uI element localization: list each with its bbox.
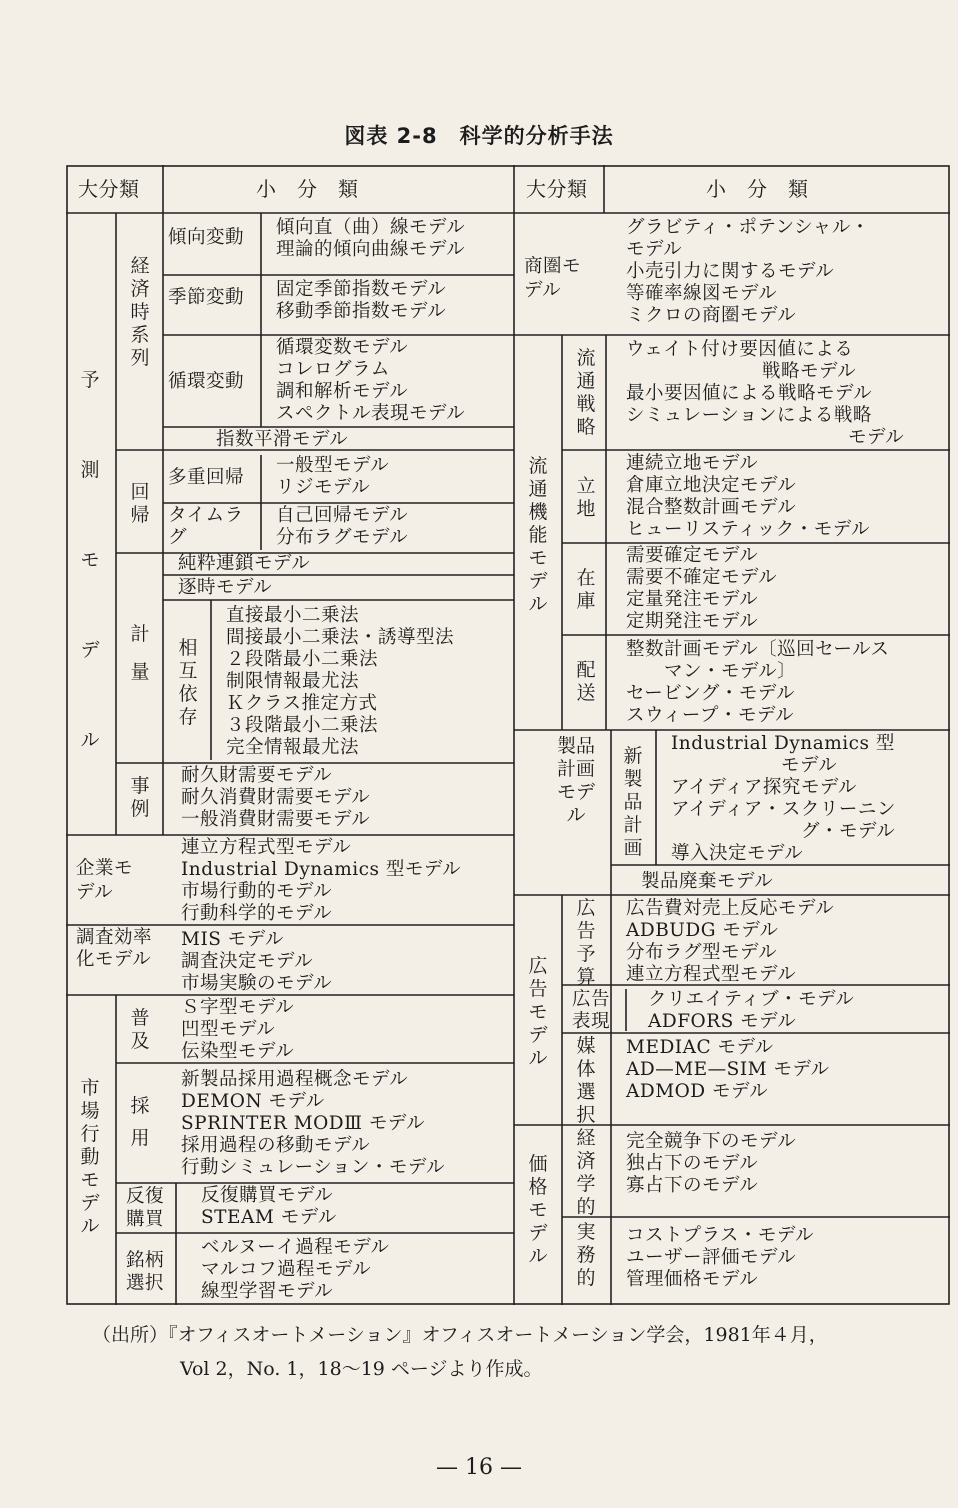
list-item: 連立方程式型モデル xyxy=(626,964,797,985)
list-item: ウェイト付け要因値による xyxy=(626,339,854,360)
list-item: スペクトル表現モデル xyxy=(276,403,466,424)
list-item: ユーザー評価モデル xyxy=(626,1247,797,1268)
list-item: 広告費対売上反応モデル xyxy=(626,898,835,919)
list-item: 固定季節指数モデル xyxy=(276,279,447,300)
list-sougo xyxy=(226,605,454,759)
list-item: ３段階最小二乗法 xyxy=(226,715,379,736)
list-item: 完全競争下のモデル xyxy=(626,1131,797,1152)
header-minor-left: 小 分 類 xyxy=(256,177,359,201)
list-item: 完全情報最尤法 xyxy=(226,737,360,758)
sub-jirei: 事例 xyxy=(130,775,150,820)
sub-hyogen: 広告表現 xyxy=(572,989,611,1032)
list-item: 伝染型モデル xyxy=(181,1041,295,1062)
list-item: 導入決定モデル xyxy=(671,843,804,864)
list-item: マルコフ過程モデル xyxy=(201,1259,372,1280)
list-item: 定量発注モデル xyxy=(626,589,759,610)
list-item: ベルヌーイ過程モデル xyxy=(201,1237,390,1258)
list-item: Ｓ字型モデル xyxy=(181,997,295,1018)
category-kigyo: 企業モデル xyxy=(76,858,134,903)
source-note xyxy=(92,1318,952,1386)
list-item: Industrial Dynamics 型 xyxy=(671,733,895,754)
list-item: 線型学習モデル xyxy=(201,1281,334,1302)
keiryo-item-1: 逐時モデル xyxy=(178,577,273,598)
figure-title: 図表 2-8 科学的分析手法 xyxy=(344,124,614,148)
list-haiso xyxy=(626,639,889,727)
list-baitai xyxy=(626,1037,830,1103)
list-item: 採用過程の移動モデル xyxy=(181,1135,371,1156)
label-shisu: 指数平滑モデル xyxy=(216,429,349,450)
list-item: STEAM モデル xyxy=(201,1207,337,1228)
sub-shinseihin: 新製品計画 xyxy=(623,745,643,859)
list-item: モデル xyxy=(848,427,905,448)
sub-yosan: 広告予算 xyxy=(576,897,596,988)
category-kakaku: 価格モデル xyxy=(528,1153,548,1267)
list-item: 市場実験のモデル xyxy=(181,973,333,994)
list-item: 分布ラグモデル xyxy=(276,527,409,548)
list-item: グラビティ・ポテンシャル・ xyxy=(626,217,870,238)
list-item: クリエイティブ・モデル xyxy=(648,989,855,1010)
list-item: ２段階最小二乗法 xyxy=(226,649,379,670)
list-item: 行動シミュレーション・モデル xyxy=(181,1157,445,1178)
list-item: 市場行動的モデル xyxy=(181,881,333,902)
list-shoken xyxy=(626,217,870,327)
list-item: AD—ME—SIM モデル xyxy=(626,1059,830,1080)
list-item: DEMON モデル xyxy=(181,1091,325,1112)
list-item: 小売引力に関するモデル xyxy=(626,261,835,282)
list-item: ミクロの商圏モデル xyxy=(626,305,797,326)
list-item: 調和解析モデル xyxy=(276,381,409,402)
list-item: 独占下のモデル xyxy=(626,1153,759,1174)
sub-kaiki: 回帰 xyxy=(130,481,150,526)
list-item: Industrial Dynamics 型モデル xyxy=(181,859,461,880)
list-item: 傾向直（曲）線モデル xyxy=(276,217,466,238)
header-minor-right: 小 分 類 xyxy=(706,177,809,201)
keiryo-item-0: 純粋連鎖モデル xyxy=(178,553,311,574)
list-item: 整数計画モデル〔巡回セールス xyxy=(626,639,890,660)
list-junkan xyxy=(276,337,465,425)
category-kokoku: 広告モデル xyxy=(528,955,548,1069)
list-item: 最小要因値による戦略モデル xyxy=(626,383,873,404)
list-jirei xyxy=(181,765,370,831)
list-item: 反復購買モデル xyxy=(201,1185,334,1206)
sub-baitai: 媒体選択 xyxy=(576,1035,596,1126)
list-timelag xyxy=(276,505,408,549)
category-ryutsu: 流通機能モデル xyxy=(528,455,548,615)
label-tajuu: 多重回帰 xyxy=(168,467,245,488)
list-ritchi xyxy=(626,453,870,541)
list-hyogen xyxy=(648,989,854,1033)
list-item: 寡占下のモデル xyxy=(626,1175,759,1196)
sub-meigara: 銘柄選択 xyxy=(126,1250,165,1294)
list-item: 定期発注モデル xyxy=(626,611,759,632)
list-item: ADFORS モデル xyxy=(648,1011,797,1032)
list-item: 新製品採用過程概念モデル xyxy=(181,1069,409,1090)
list-kisetsu xyxy=(276,279,446,323)
list-item: 直接最小二乗法 xyxy=(226,605,360,626)
page-number: — 16 — xyxy=(436,1455,522,1480)
list-kigyo xyxy=(181,837,461,925)
list-item: 一般型モデル xyxy=(276,455,390,476)
label-sougo: 相互依存 xyxy=(178,637,198,728)
source-line: Vol 2，No. 1，18〜19 ページより作成。 xyxy=(180,1358,543,1380)
sub-haiso: 配送 xyxy=(576,659,596,704)
list-item: 調査決定モデル xyxy=(181,951,314,972)
list-item: アイディア探究モデル xyxy=(671,777,857,798)
list-item: 耐久財需要モデル xyxy=(181,765,333,786)
list-jitsumu xyxy=(626,1225,814,1291)
category-seihin: 製品計画モデル xyxy=(556,735,595,826)
list-item: 管理価格モデル xyxy=(626,1269,759,1290)
list-keikou xyxy=(276,217,465,261)
sub-jitsumu: 実務的 xyxy=(576,1221,596,1289)
category-shijo: 市場行動モデル xyxy=(80,1077,100,1237)
list-item: 混合整数計画モデル xyxy=(626,497,797,518)
list-item: スウィープ・モデル xyxy=(626,705,795,726)
list-item: MIS モデル xyxy=(181,929,284,950)
category-yosoku: 予測モデル xyxy=(80,369,100,751)
list-item: ADBUDG モデル xyxy=(626,920,779,941)
list-item: コストプラス・モデル xyxy=(626,1225,814,1246)
list-item: 理論的傾向曲線モデル xyxy=(276,239,466,260)
analysis-methods-table xyxy=(66,165,950,1305)
sub-keiryo: 計量 xyxy=(130,623,150,683)
list-item: 行動科学的モデル xyxy=(181,903,333,924)
sub-keizai: 経済時系列 xyxy=(130,255,150,369)
source-line: （出所）『オフィスオートメーション』オフィスオートメーション学会，1981年４月， xyxy=(92,1324,828,1346)
list-senryaku xyxy=(626,339,904,449)
list-meigara xyxy=(201,1237,389,1303)
list-item: コレログラム xyxy=(276,359,390,380)
sub-hanpuku: 反復購買 xyxy=(126,1186,165,1230)
list-item: 連立方程式型モデル xyxy=(181,837,352,858)
list-item: 連続立地モデル xyxy=(626,453,759,474)
list-item: MEDIAC モデル xyxy=(626,1037,774,1058)
list-shinseihin xyxy=(671,733,896,865)
sub-keizaigaku: 経済学的 xyxy=(576,1127,596,1218)
list-item: リジモデル xyxy=(276,477,371,498)
list-item: 制限情報最尤法 xyxy=(226,671,360,692)
list-fukyu xyxy=(181,997,294,1063)
list-item: 間接最小二乗法・誘導型法 xyxy=(226,627,455,648)
list-tajuu xyxy=(276,455,389,499)
list-item: ADMOD モデル xyxy=(626,1081,769,1102)
list-item: 等確率線図モデル xyxy=(626,283,778,304)
category-chosa: 調査効率化モデル xyxy=(76,927,153,970)
header-major-left: 大分類 xyxy=(78,177,140,201)
list-item: 耐久消費財需要モデル xyxy=(181,787,371,808)
sub-zaiko: 在庫 xyxy=(576,567,596,612)
label-junkan: 循環変動 xyxy=(168,371,245,392)
list-item: 需要確定モデル xyxy=(626,545,759,566)
sub-saiyo: 採用 xyxy=(130,1095,150,1149)
list-item: シミュレーションによる戦略 xyxy=(626,405,872,426)
list-item: 移動季節指数モデル xyxy=(276,301,447,322)
header-major-right: 大分類 xyxy=(526,177,588,201)
list-keizaigaku xyxy=(626,1131,796,1197)
label-timelag: タイムラグ xyxy=(168,505,244,548)
list-yosan xyxy=(626,898,834,986)
list-item: グ・モデル xyxy=(801,821,896,842)
list-item: モデル xyxy=(626,239,683,260)
list-item: 循環変数モデル xyxy=(276,337,409,358)
list-item: セービング・モデル xyxy=(626,683,795,704)
list-item: 自己回帰モデル xyxy=(276,505,409,526)
sub-ritchi: 立地 xyxy=(576,475,596,520)
list-item: 一般消費財需要モデル xyxy=(181,809,371,830)
label-haiki: 製品廃棄モデル xyxy=(641,871,774,892)
list-item: 分布ラグ型モデル xyxy=(626,942,778,963)
list-item: 戦略モデル xyxy=(762,361,857,382)
list-item: ヒューリスティック・モデル xyxy=(626,519,870,540)
list-zaiko xyxy=(626,545,777,633)
list-item: 倉庫立地決定モデル xyxy=(626,475,797,496)
list-item: 凹型モデル xyxy=(181,1019,276,1040)
list-hanpuku xyxy=(201,1185,337,1229)
sub-fukyu: 普及 xyxy=(130,1007,150,1052)
list-item: マン・モデル〕 xyxy=(664,661,797,682)
list-item: 需要不確定モデル xyxy=(626,567,778,588)
list-item: Ｋクラス推定方式 xyxy=(226,693,378,714)
list-item: アイディア・スクリーニン xyxy=(671,799,896,820)
list-item: SPRINTER MODⅢ モデル xyxy=(181,1113,425,1134)
list-saiyo xyxy=(181,1069,445,1179)
list-item: モデル xyxy=(781,755,838,776)
label-kisetsu: 季節変動 xyxy=(168,287,245,308)
list-chosa xyxy=(181,929,332,995)
category-shoken: 商圏モデル xyxy=(524,256,582,301)
sub-senryaku: 流通戦略 xyxy=(576,347,596,438)
label-keikou: 傾向変動 xyxy=(168,227,245,248)
